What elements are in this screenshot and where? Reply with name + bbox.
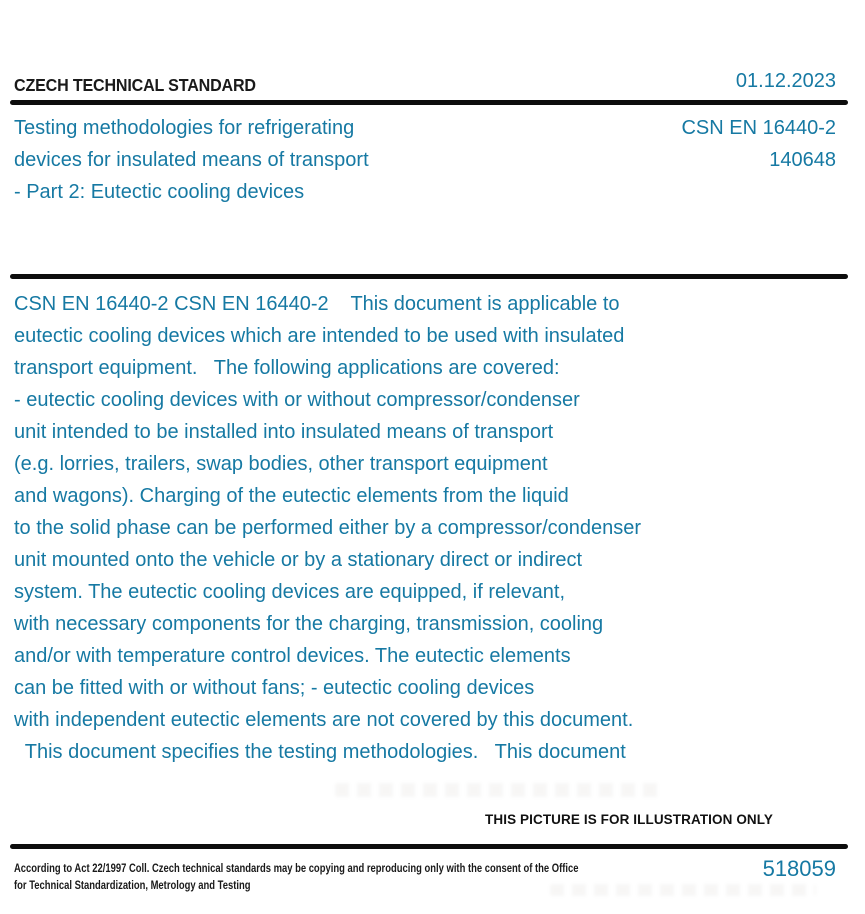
order-number: 518059 bbox=[762, 856, 836, 881]
issue-date: 01.12.2023 bbox=[735, 70, 836, 92]
document-title-line: - Part 2: Eutectic cooling devices bbox=[14, 181, 305, 203]
abstract-line: unit intended to be installed into insulated means of transport bbox=[14, 421, 554, 443]
abstract-line: and wagons). Charging of the eutectic elements from the liquid bbox=[14, 485, 569, 507]
abstract-line: - eutectic cooling devices with or without compressor/condenser bbox=[14, 389, 580, 411]
abstract-line: This document specifies the testing methodologies. This document bbox=[14, 741, 626, 763]
class-number: 140648 bbox=[769, 149, 836, 171]
illustration-only-notice: THIS PICTURE IS FOR ILLUSTRATION ONLY bbox=[485, 812, 773, 827]
abstract-line: eutectic cooling devices which are intended to be used with insulated bbox=[14, 325, 625, 347]
abstract-line: (e.g. lorries, trailers, swap bodies, other transport equipment bbox=[14, 453, 548, 475]
standard-designation: CSN EN 16440-2 bbox=[681, 117, 836, 139]
abstract-line: with necessary components for the charging, transmission, cooling bbox=[14, 613, 604, 635]
copyright-legal-text bbox=[14, 861, 579, 895]
standard-type-label: CZECH TECHNICAL STANDARD bbox=[14, 75, 256, 95]
scan-ghost-artifact bbox=[550, 884, 816, 896]
abstract-line: and/or with temperature control devices. The eutectic elements bbox=[14, 645, 571, 667]
footer-divider-rule bbox=[10, 844, 848, 849]
abstract-line: to the solid phase can be performed either by a compressor/condenser bbox=[14, 517, 642, 539]
header-divider-rule bbox=[10, 100, 848, 105]
abstract-line: with independent eutectic elements are not covered by this document. bbox=[14, 709, 634, 731]
abstract-line: transport equipment. The following applications are covered: bbox=[14, 357, 560, 379]
abstract-text bbox=[14, 288, 641, 768]
abstract-line: system. The eutectic cooling devices are equipped, if relevant, bbox=[14, 581, 566, 603]
abstract-line: CSN EN 16440-2 CSN EN 16440-2 This document is applicable to bbox=[14, 293, 620, 315]
document-title-line: Testing methodologies for refrigerating bbox=[14, 117, 355, 139]
title-divider-rule bbox=[10, 274, 848, 279]
designation-block bbox=[681, 112, 836, 176]
document-title-line: devices for insulated means of transport bbox=[14, 149, 369, 171]
document-title bbox=[14, 112, 369, 208]
scan-ghost-artifact bbox=[335, 783, 665, 797]
copyright-legal-line: According to Act 22/1997 Coll. Czech technical standards may be copying and reproducing only with the consent of the Office bbox=[14, 863, 579, 875]
copyright-legal-line: for Technical Standardization, Metrology and Testing bbox=[14, 880, 251, 892]
abstract-line: unit mounted onto the vehicle or by a stationary direct or indirect bbox=[14, 549, 583, 571]
abstract-line: can be fitted with or without fans; - eutectic cooling devices bbox=[14, 677, 535, 699]
